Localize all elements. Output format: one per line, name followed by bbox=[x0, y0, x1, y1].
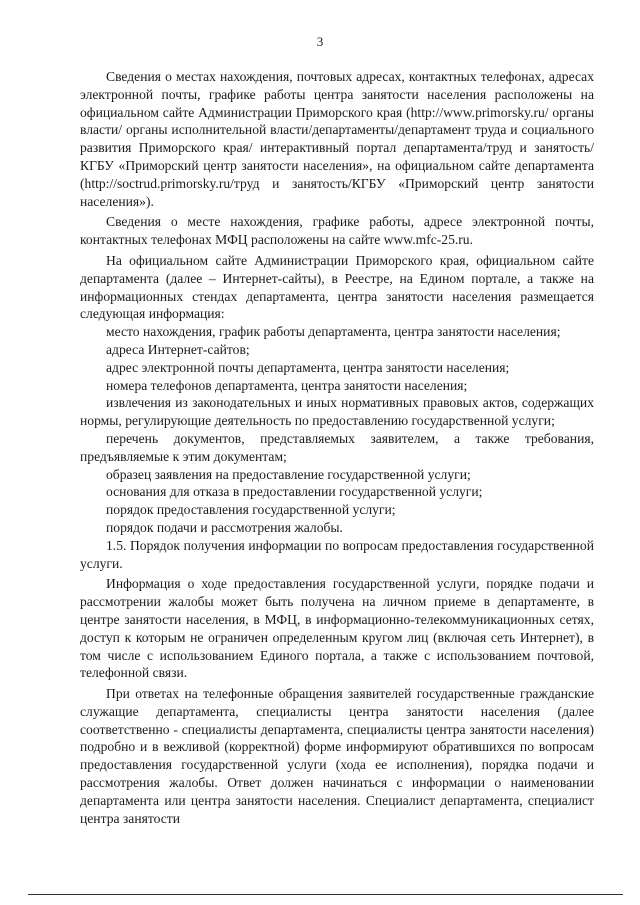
paragraph-mfc-info: Сведения о месте нахождения, графике работы, адресе электронной почты, контактных телефонах МФЦ расположены на сайте www.mfc-25.ru. bbox=[80, 214, 594, 248]
paragraph-official-site: На официальном сайте Администрации Приморского края, официальном сайте департамента (далее – Интернет-сайты), в Реестре, на Едином портале, а также на информационных стендах департамента, центра занятости населения размещается следующая информация: bbox=[80, 252, 594, 322]
paragraph-location-info: Сведения о местах нахождения, почтовых адресах, контактных телефонах, адресах электронной почты, графике работы центра занятости населения расположены на официальном сайте Администрации Приморского края (http://www.primorsky.ru/ органы власти/ органы исполнительной власти/департаменты/департамент труда и социального развития Приморского края/ интерактивный портал департамента/труд и занятость/КГБУ «Приморский центр занятости населения», на официальном сайте департамента (http://soctrud.primorsky.ru/труд и занятость/КГБУ «Приморский центр занятости населения»). bbox=[80, 69, 594, 209]
list-item-phones: номера телефонов департамента, центра занятости населения; bbox=[106, 377, 468, 393]
section-heading-1-5: 1.5. Порядок получения информации по вопросам предоставления государственной услуги. bbox=[80, 537, 594, 571]
list-item-refusal-grounds: основания для отказа в предоставлении государственной услуги; bbox=[106, 484, 483, 500]
list-item-complaint-procedure: порядок подачи и рассмотрения жалобы. bbox=[106, 519, 343, 535]
list-item-location: место нахождения, график работы департамента, центра занятости населения; bbox=[106, 324, 561, 340]
list-item-legal-acts: извлечения из законодательных и иных нормативных правовых актов, содержащих нормы, регулирующие деятельность по предоставлению государственной услуги; bbox=[80, 395, 594, 429]
paragraph-phone-answers: При ответах на телефонные обращения заявителей государственные гражданские служащие департамента, специалисты центра занятости населения (далее соответственно - специалисты департамента, специалисты центра занятости населения) подробно и в вежливой (корректной) форме информируют обратившихся по вопросам предоставления государственной услуги (хода ее исполнения), порядка подачи и рассмотрения жалобы. Ответ должен начинаться с информации о наименовании департамента или центра занятости населения. Специалист департамента, специалист центра занятости bbox=[80, 686, 594, 826]
list-item-application-sample: образец заявления на предоставление государственной услуги; bbox=[106, 466, 471, 482]
page-bottom-divider bbox=[28, 894, 623, 895]
paragraph-progress-info: Информация о ходе предоставления государственной услуги, порядке подачи и рассмотрении жалобы может быть получена на личном приеме в департаменте, в центре занятости населения, в МФЦ, в информационно-телекоммуникационных сетях, доступ к которым не ограничен определенным кругом лиц (включая сеть Интернет), в том числе с использованием Единого портала, а также с использованием почтовой, телефонной связи. bbox=[80, 576, 594, 681]
list-item-email: адрес электронной почты департамента, центра занятости населения; bbox=[106, 359, 510, 375]
page-number: 3 bbox=[316, 34, 324, 49]
document-body bbox=[80, 68, 594, 827]
list-item-internet-sites: адреса Интернет-сайтов; bbox=[106, 341, 250, 357]
list-item-documents: перечень документов, представляемых заявителем, а также требования, предъявляемые к этим документам; bbox=[80, 430, 594, 464]
list-item-service-procedure: порядок предоставления государственной услуги; bbox=[106, 502, 396, 518]
